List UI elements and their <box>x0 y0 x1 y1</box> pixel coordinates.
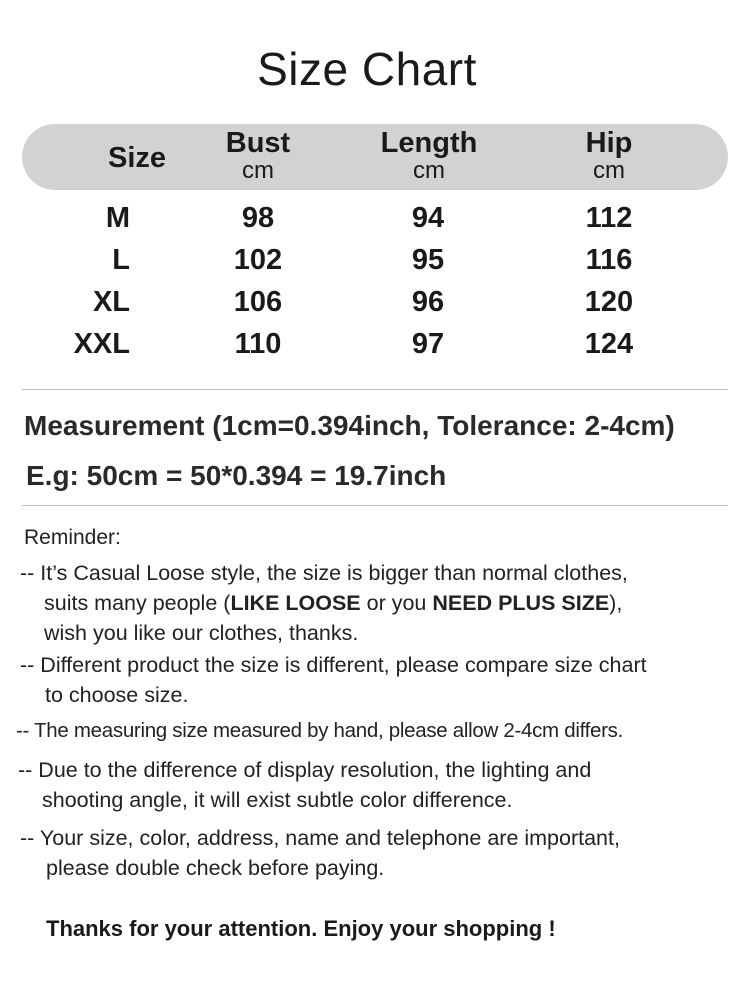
size-table-body <box>0 202 750 370</box>
cell-length: 94 <box>411 202 445 234</box>
cell-hip: 120 <box>584 286 634 318</box>
thanks-message: Thanks for your attention. Enjoy your shopping ! <box>46 916 556 941</box>
cell-length: 95 <box>411 244 445 276</box>
cell-bust: 98 <box>241 202 275 234</box>
reminder-note-3 <box>16 716 623 746</box>
table-row <box>0 328 750 370</box>
cell-size: XL <box>92 286 130 318</box>
cell-hip: 116 <box>585 244 633 276</box>
header-bust <box>208 128 308 184</box>
cell-hip: 124 <box>584 328 634 360</box>
note-1-line-2-post: ), <box>609 591 623 615</box>
header-bust-label: Bust <box>225 127 291 159</box>
divider-top <box>22 389 728 390</box>
table-row <box>0 202 750 244</box>
table-row <box>0 244 750 286</box>
cell-size: M <box>105 202 130 234</box>
reminder-note-4 <box>18 755 591 815</box>
conversion-example: E.g: 50cm = 50*0.394 = 19.7inch <box>26 460 447 491</box>
note-5-line-1: -- Your size, color, address, name and telephone are important, <box>20 826 620 850</box>
cell-size: XXL <box>73 328 130 360</box>
note-1-line-2 <box>20 588 628 618</box>
note-1-line-2-pre: suits many people ( <box>44 591 231 615</box>
need-plus-size-emphasis: NEED PLUS SIZE <box>432 591 610 615</box>
measurement-note: Measurement (1cm=0.394inch, Tolerance: 2-4cm) <box>24 410 675 441</box>
header-hip-unit: cm <box>593 157 625 184</box>
header-size: Size <box>107 142 167 174</box>
note-1-line-1: -- It’s Casual Loose style, the size is bigger than normal clothes, <box>20 561 628 585</box>
cell-size: L <box>112 244 130 276</box>
page-title: Size Chart <box>257 43 477 95</box>
table-row <box>0 286 750 328</box>
divider-bottom <box>22 505 728 506</box>
cell-bust: 102 <box>233 244 283 276</box>
cell-length: 96 <box>411 286 445 318</box>
note-2-line-2: to choose size. <box>45 683 189 707</box>
note-4-line-1: -- Due to the difference of display resolution, the lighting and <box>18 758 592 782</box>
reminder-note-1 <box>20 558 628 648</box>
note-1-line-2-mid: or you <box>360 591 433 615</box>
header-length <box>373 128 485 184</box>
note-4-line-2: shooting angle, it will exist subtle color difference. <box>42 788 513 812</box>
header-hip <box>559 128 659 184</box>
cell-length: 97 <box>411 328 445 360</box>
note-3-line-1: -- The measuring size measured by hand, please allow 2-4cm differs. <box>16 719 623 742</box>
note-1-line-3: wish you like our clothes, thanks. <box>44 621 359 645</box>
table-header <box>22 124 728 190</box>
header-length-label: Length <box>380 127 478 159</box>
cell-bust: 110 <box>234 328 282 360</box>
cell-hip: 112 <box>585 202 633 234</box>
cell-bust: 106 <box>233 286 283 318</box>
note-2-line-1: -- Different product the size is different, please compare size chart <box>20 653 647 677</box>
header-bust-unit: cm <box>242 157 274 184</box>
reminder-title: Reminder: <box>24 526 121 549</box>
header-length-unit: cm <box>413 157 445 184</box>
header-hip-label: Hip <box>585 127 633 159</box>
note-5-line-2: please double check before paying. <box>46 856 385 880</box>
reminder-note-2 <box>20 650 647 710</box>
reminder-note-5 <box>20 823 620 883</box>
like-loose-emphasis: LIKE LOOSE <box>230 591 361 615</box>
